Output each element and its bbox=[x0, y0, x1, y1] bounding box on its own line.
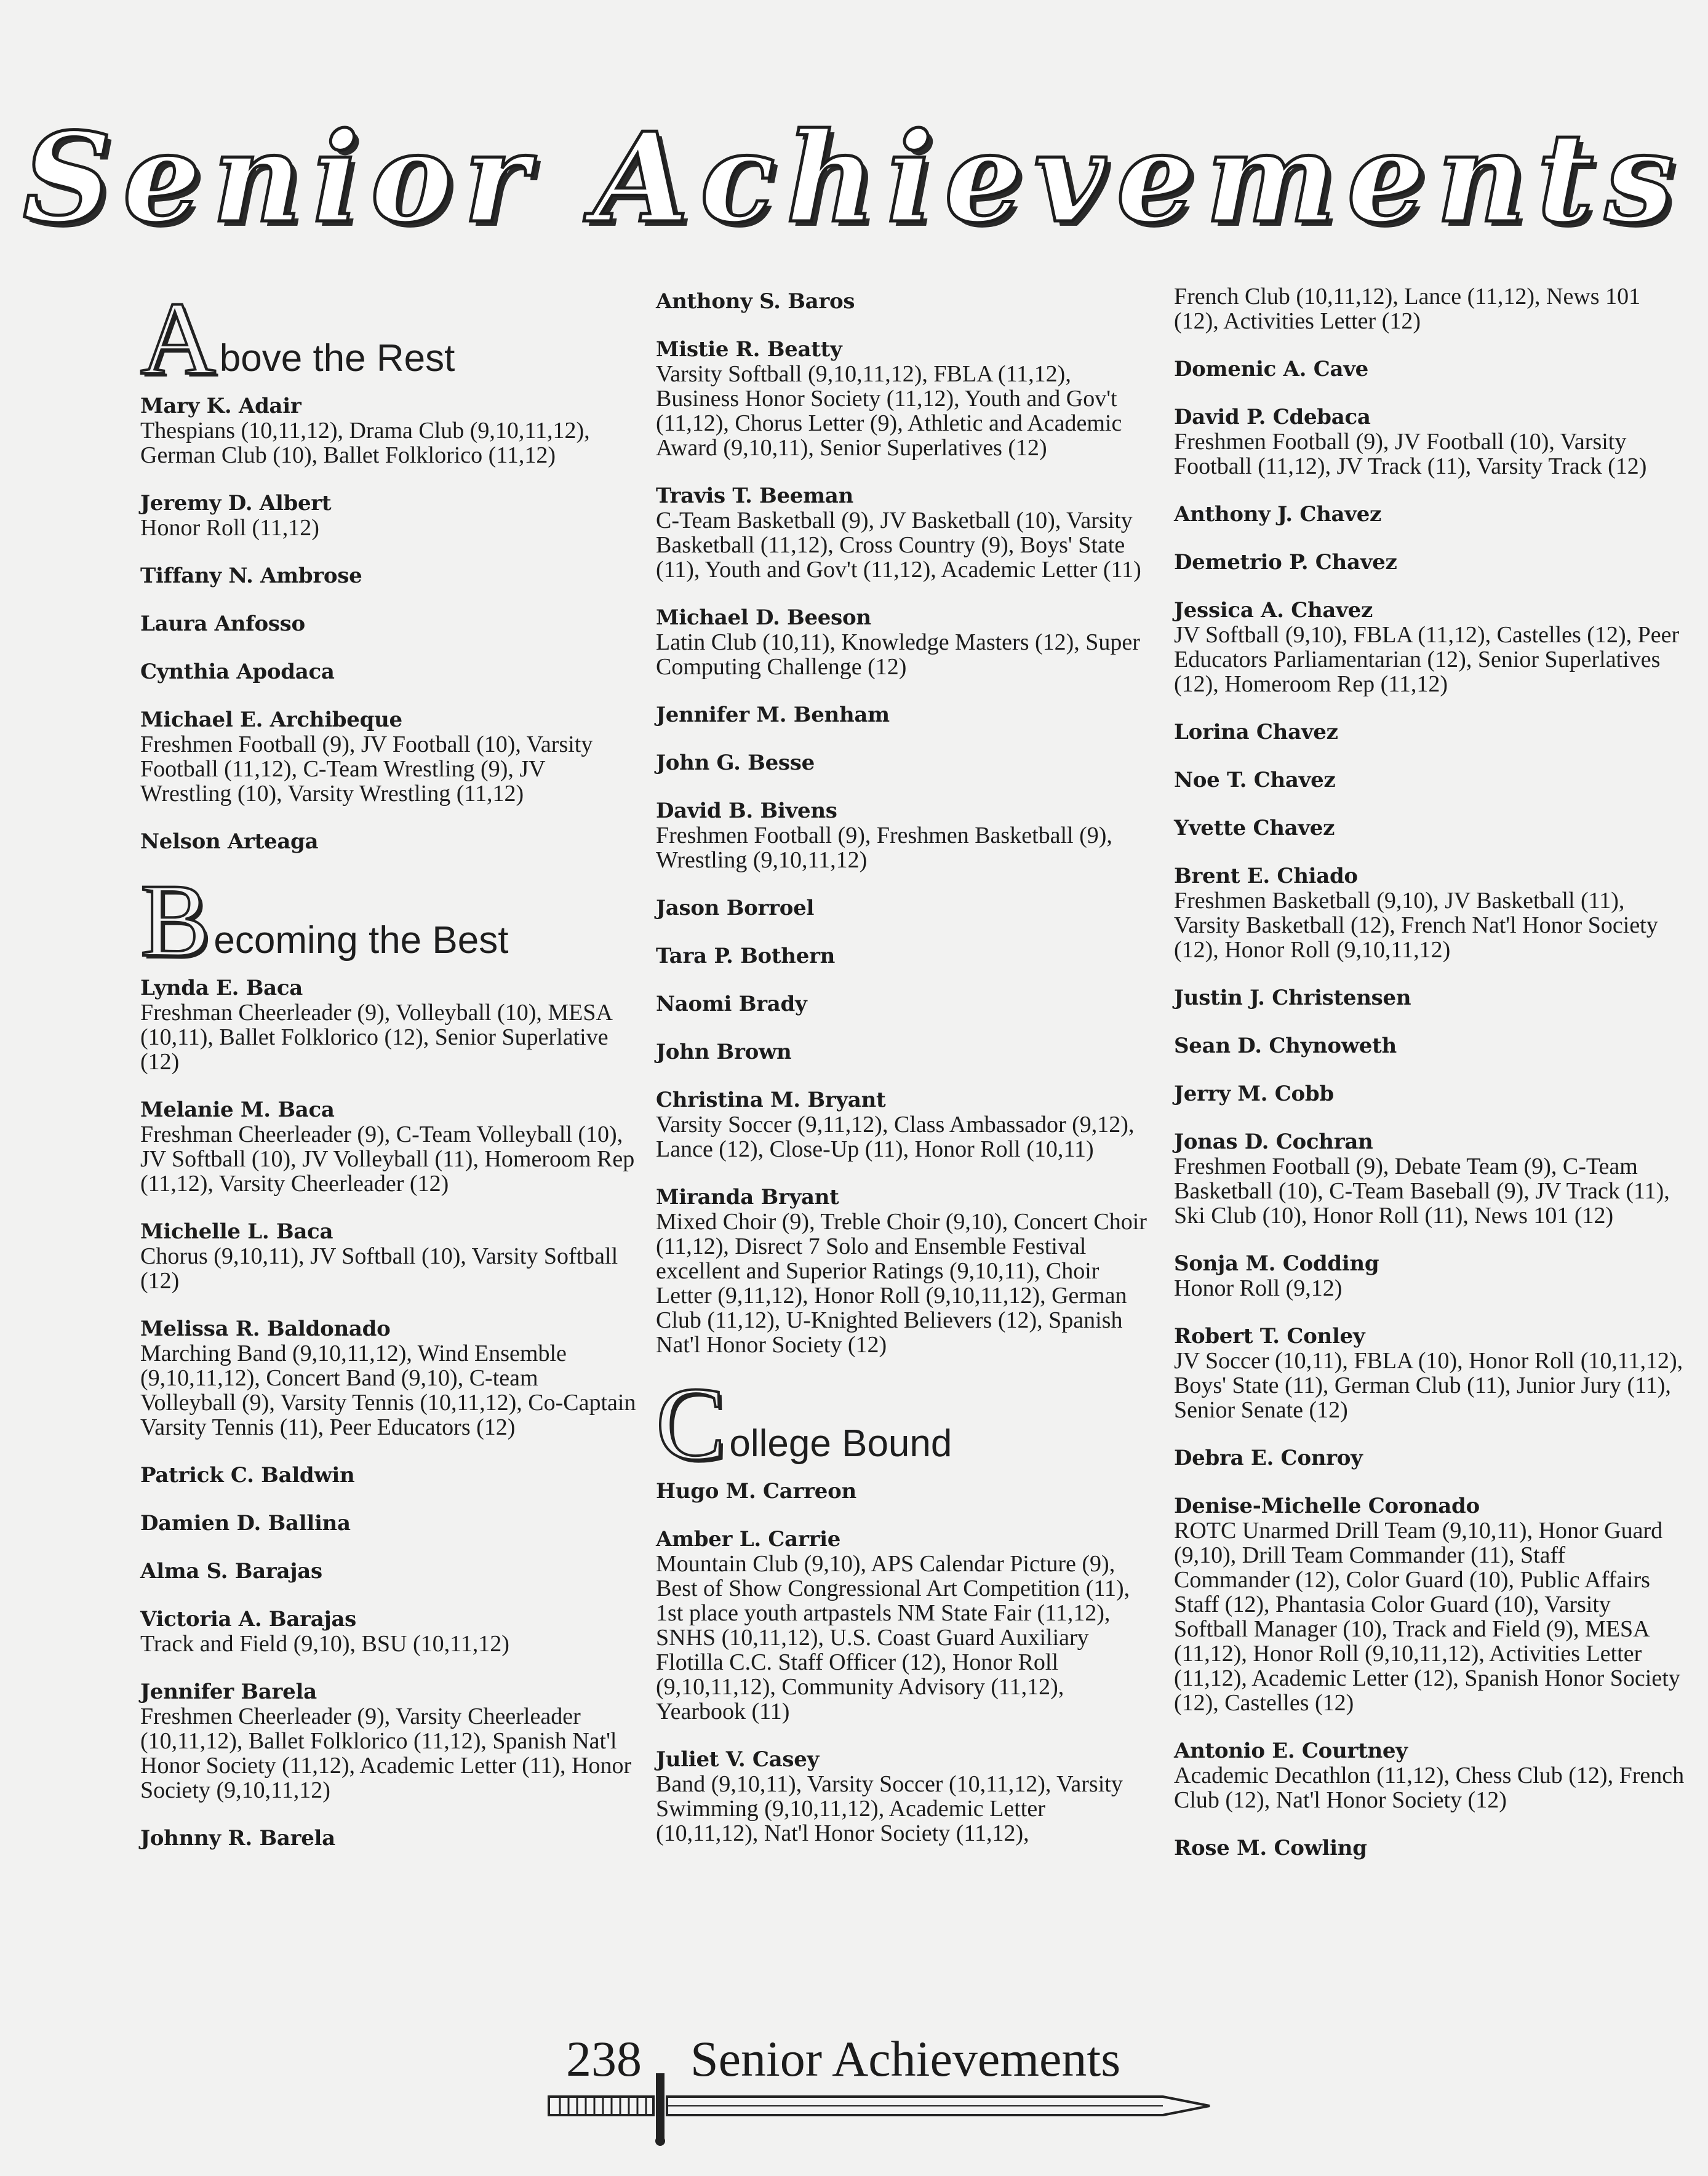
senior-name: Jonas D. Cochran bbox=[1174, 1130, 1373, 1154]
senior-name: David B. Bivens bbox=[656, 799, 837, 823]
senior-name: Laura Anfosso bbox=[140, 612, 305, 636]
senior-name: Travis T. Beeman bbox=[656, 484, 853, 508]
section-heading-text: ecoming the Best bbox=[214, 919, 509, 962]
senior-entry bbox=[140, 491, 639, 540]
senior-entry bbox=[140, 612, 639, 636]
senior-entry bbox=[140, 660, 639, 684]
senior-activities: Mountain Club (9,10), APS Calendar Picture (9), Best of Show Congressional Art Competition (11), 1st place youth artpastels NM State Fair (11,12), SNHS (10,11,12), U.S. Coast Guard Auxiliary Flotilla C.C. Staff Officer (12), Honor Roll (9,10,11,12), Community Advisory (11,12), Yearbook (11) bbox=[656, 1551, 1130, 1724]
senior-name: Melanie M. Baca bbox=[140, 1098, 335, 1122]
senior-entry bbox=[140, 707, 639, 806]
senior-entry bbox=[1174, 598, 1685, 696]
section-drop-cap: C bbox=[656, 1366, 726, 1481]
senior-name: Damien D. Ballina bbox=[140, 1511, 351, 1536]
senior-entry bbox=[1174, 357, 1685, 381]
senior-name: Jessica A. Chavez bbox=[1174, 598, 1373, 623]
senior-activities: Varsity Soccer (9,11,12), Class Ambassador (9,12), Lance (12), Close-Up (11), Honor Roll (10,11) bbox=[656, 1112, 1135, 1162]
senior-entry bbox=[140, 976, 639, 1074]
senior-name: Miranda Bryant bbox=[656, 1185, 839, 1210]
column-1 bbox=[140, 281, 639, 1874]
senior-name: Lynda E. Baca bbox=[140, 976, 303, 1000]
senior-entry bbox=[1174, 1082, 1685, 1106]
senior-entry bbox=[656, 337, 1148, 460]
senior-entry bbox=[140, 1463, 639, 1488]
senior-entry bbox=[1174, 1130, 1685, 1228]
senior-activities: Chorus (9,10,11), JV Softball (10), Varsity Softball (12) bbox=[140, 1243, 618, 1294]
senior-activities: Freshmen Basketball (9,10), JV Basketball (11), Varsity Basketball (12), French Nat'l Honor Society (12), Honor Roll (9,10,11,12) bbox=[1174, 888, 1658, 963]
senior-activities: Varsity Softball (9,10,11,12), FBLA (11,12), Business Honor Society (11,12), Youth and Gov't (11,12), Chorus Letter (9), Athletic and Academic Award (9,10,11), Senior Superlatives (12) bbox=[656, 361, 1122, 461]
senior-name: Robert T. Conley bbox=[1174, 1324, 1365, 1349]
senior-activities: Honor Roll (9,12) bbox=[1174, 1275, 1343, 1301]
senior-entry bbox=[1174, 502, 1685, 527]
senior-entry bbox=[140, 1826, 639, 1851]
senior-entry bbox=[656, 1479, 1148, 1504]
senior-entry bbox=[1174, 1494, 1685, 1715]
section-drop-cap: A bbox=[140, 281, 216, 396]
senior-entry bbox=[656, 1040, 1148, 1064]
senior-activities: C-Team Basketball (9), JV Basketball (10), Varsity Basketball (11,12), Cross Country (9), Boys' State (11), Youth and Gov't (11,12), Academic Letter (11) bbox=[656, 508, 1141, 583]
senior-entry bbox=[140, 829, 639, 854]
column-2 bbox=[656, 289, 1148, 1869]
section-heading-text: bove the Rest bbox=[219, 337, 455, 380]
senior-name: Jennifer M. Benham bbox=[656, 703, 890, 727]
senior-name: Cynthia Apodaca bbox=[140, 660, 335, 684]
senior-name: Amber L. Carrie bbox=[656, 1527, 841, 1552]
column-3 bbox=[1174, 284, 1685, 1884]
senior-entry bbox=[656, 751, 1148, 775]
senior-entry bbox=[1174, 816, 1685, 840]
senior-entry bbox=[656, 896, 1148, 920]
senior-name: Justin J. Christensen bbox=[1174, 986, 1411, 1010]
section-heading-text: ollege Bound bbox=[729, 1422, 952, 1465]
senior-name: Alma S. Barajas bbox=[140, 1559, 322, 1584]
senior-activities: Freshman Cheerleader (9), C-Team Volleyball (10), JV Softball (10), JV Volleyball (11), Homeroom Rep (11,12), Varsity Cheerleader (12) bbox=[140, 1122, 635, 1197]
senior-activities: Honor Roll (11,12) bbox=[140, 515, 319, 541]
senior-name: Jennifer Barela bbox=[140, 1680, 317, 1704]
senior-entry bbox=[140, 1559, 639, 1584]
senior-name: Michael E. Archibeque bbox=[140, 707, 402, 732]
senior-name: Nelson Arteaga bbox=[140, 829, 319, 854]
senior-name: David P. Cdebaca bbox=[1174, 405, 1371, 429]
senior-name: Demetrio P. Chavez bbox=[1174, 550, 1397, 575]
page-number: 238 bbox=[566, 2031, 642, 2087]
section-heading bbox=[656, 1366, 1148, 1481]
senior-name: Jason Borroel bbox=[656, 896, 815, 920]
senior-activities: Track and Field (9,10), BSU (10,11,12) bbox=[140, 1631, 509, 1657]
senior-name: Mistie R. Beatty bbox=[656, 337, 842, 362]
senior-name: Michael D. Beeson bbox=[656, 605, 871, 630]
senior-name: Jeremy D. Albert bbox=[140, 491, 332, 516]
page-footer bbox=[548, 2030, 1212, 2147]
senior-activities: Thespians (10,11,12), Drama Club (9,10,11,12), German Club (10), Ballet Folklorico (11,12) bbox=[140, 418, 590, 468]
senior-name: Anthony S. Baros bbox=[656, 289, 855, 314]
senior-name: Michelle L. Baca bbox=[140, 1219, 333, 1244]
senior-name: Melissa R. Baldonado bbox=[140, 1317, 391, 1341]
senior-entry bbox=[656, 992, 1148, 1016]
senior-entry bbox=[1174, 1836, 1685, 1860]
footer-title: Senior Achievements bbox=[690, 2031, 1121, 2087]
senior-activities: Freshman Cheerleader (9), Volleyball (10), MESA (10,11), Ballet Folklorico (12), Senior Superlative (12) bbox=[140, 1000, 612, 1075]
senior-entry bbox=[1174, 550, 1685, 575]
senior-name: Patrick C. Baldwin bbox=[140, 1463, 355, 1488]
senior-activities: Latin Club (10,11), Knowledge Masters (12), Super Computing Challenge (12) bbox=[656, 629, 1140, 680]
senior-name: Rose M. Cowling bbox=[1174, 1836, 1367, 1860]
senior-activities: Freshmen Football (9), Debate Team (9), C-Team Basketball (10), C-Team Baseball (9), JV Track (11), Ski Club (10), Honor Roll (11), News 101 (12) bbox=[1174, 1154, 1670, 1229]
senior-entry bbox=[140, 1219, 639, 1293]
senior-entry bbox=[1174, 1739, 1685, 1812]
senior-entry bbox=[140, 1098, 639, 1196]
senior-entry bbox=[1174, 768, 1685, 792]
senior-name: Jerry M. Cobb bbox=[1174, 1082, 1334, 1106]
senior-entry bbox=[140, 1511, 639, 1536]
senior-entry bbox=[1174, 986, 1685, 1010]
senior-entry bbox=[656, 484, 1148, 582]
senior-activities: Mixed Choir (9), Treble Choir (9,10), Concert Choir (11,12), Disrect 7 Solo and Ensemble Festival excellent and Superior Ratings (9,10,11), Choir Letter (9,11,12), Honor Roll (9,10,11,12), German Club (11,12), U-Knighted Believers (12), Spanish Nat'l Honor Society (12) bbox=[656, 1209, 1147, 1358]
senior-entry bbox=[656, 1527, 1148, 1724]
senior-entry bbox=[656, 1747, 1148, 1846]
senior-entry bbox=[140, 1607, 639, 1656]
section-heading bbox=[140, 281, 639, 396]
senior-name: Yvette Chavez bbox=[1174, 816, 1335, 840]
senior-entry bbox=[140, 1317, 639, 1440]
senior-name: Juliet V. Casey bbox=[656, 1747, 820, 1772]
senior-entry bbox=[656, 703, 1148, 727]
senior-name: Noe T. Chavez bbox=[1174, 768, 1336, 792]
senior-entry bbox=[140, 394, 639, 468]
senior-activities: Freshmen Football (9), JV Football (10), Varsity Football (11,12), C-Team Wrestling (9), JV Wrestling (10), Varsity Wrestling (11,12) bbox=[140, 731, 593, 807]
senior-name: Anthony J. Chavez bbox=[1174, 502, 1382, 527]
senior-name: Tiffany N. Ambrose bbox=[140, 564, 362, 588]
senior-name: Mary K. Adair bbox=[140, 394, 301, 418]
senior-name: Christina M. Bryant bbox=[656, 1088, 886, 1112]
senior-activities: Freshmen Cheerleader (9), Varsity Cheerleader (10,11,12), Ballet Folklorico (11,12), Spanish Nat'l Honor Society (11,12), Academic Letter (11), Honor Society (9,10,11,12) bbox=[140, 1704, 632, 1803]
senior-activities: ROTC Unarmed Drill Team (9,10,11), Honor Guard (9,10), Drill Team Commander (11), Staff Commander (12), Color Guard (10), Public Affairs Staff (12), Phantasia Color Guard (10), Varsity Softball Manager (10), Track and Field (9), MESA (11,12), Honor Roll (9,10,11,12), Activities Letter (11,12), Academic Letter (12), Spanish Honor Society (12), Castelles (12) bbox=[1174, 1518, 1680, 1716]
senior-activities: JV Softball (9,10), FBLA (11,12), Castelles (12), Peer Educators Parliamentarian (12), Senior Superlatives (12), Homeroom Rep (11,12) bbox=[1174, 622, 1680, 697]
senior-entry bbox=[656, 1185, 1148, 1357]
senior-entry bbox=[1174, 864, 1685, 962]
senior-activities: Freshmen Football (9), JV Football (10), Varsity Football (11,12), JV Track (11), Varsity Track (12) bbox=[1174, 429, 1647, 479]
section-drop-cap: B bbox=[140, 863, 210, 978]
senior-activities: Band (9,10,11), Varsity Soccer (10,11,12), Varsity Swimming (9,10,11,12), Academic Letter (10,11,12), Nat'l Honor Society (11,12), bbox=[656, 1771, 1123, 1846]
senior-entry bbox=[656, 1088, 1148, 1162]
senior-entry bbox=[1174, 1034, 1685, 1058]
continued-activities: French Club (10,11,12), Lance (11,12), News 101 (12), Activities Letter (12) bbox=[1174, 284, 1641, 334]
senior-entry bbox=[1174, 1251, 1685, 1301]
senior-entry bbox=[656, 289, 1148, 314]
page-title: Senior Achievements bbox=[23, 106, 1685, 250]
senior-name: Domenic A. Cave bbox=[1174, 357, 1368, 381]
senior-name: Antonio E. Courtney bbox=[1174, 1739, 1408, 1763]
senior-entry bbox=[1174, 1446, 1685, 1470]
senior-name: Hugo M. Carreon bbox=[656, 1479, 856, 1504]
senior-name: John Brown bbox=[656, 1040, 792, 1064]
senior-entry bbox=[140, 564, 639, 588]
senior-name: Debra E. Conroy bbox=[1174, 1446, 1363, 1470]
senior-entry bbox=[656, 944, 1148, 968]
senior-name: John G. Besse bbox=[656, 751, 815, 775]
senior-entry bbox=[1174, 720, 1685, 744]
senior-name: Sean D. Chynoweth bbox=[1174, 1034, 1397, 1058]
senior-name: Tara P. Bothern bbox=[656, 944, 836, 968]
senior-entry bbox=[1174, 405, 1685, 479]
senior-activities: Academic Decathlon (11,12), Chess Club (12), French Club (12), Nat'l Honor Society (12) bbox=[1174, 1763, 1685, 1813]
senior-name: Victoria A. Barajas bbox=[140, 1607, 357, 1632]
section-heading bbox=[140, 863, 639, 978]
senior-activities: Marching Band (9,10,11,12), Wind Ensemble (9,10,11,12), Concert Band (9,10), C-team Volleyball (9), Varsity Tennis (10,11,12), Co-Captain Varsity Tennis (11), Peer Educators (12) bbox=[140, 1341, 636, 1440]
senior-entry bbox=[656, 605, 1148, 679]
senior-name: Naomi Brady bbox=[656, 992, 807, 1016]
senior-name: Johnny R. Barela bbox=[140, 1826, 335, 1851]
senior-entry bbox=[656, 799, 1148, 872]
senior-name: Brent E. Chiado bbox=[1174, 864, 1358, 888]
senior-name: Denise-Michelle Coronado bbox=[1174, 1494, 1480, 1518]
senior-name: Lorina Chavez bbox=[1174, 720, 1338, 744]
senior-activities: Freshmen Football (9), Freshmen Basketball (9), Wrestling (9,10,11,12) bbox=[656, 823, 1112, 873]
senior-name: Sonja M. Codding bbox=[1174, 1251, 1379, 1276]
senior-activities: JV Soccer (10,11), FBLA (10), Honor Roll (10,11,12), Boys' State (11), German Club (11), Junior Jury (11), Senior Senate (12) bbox=[1174, 1348, 1683, 1423]
senior-entry bbox=[1174, 1324, 1685, 1422]
senior-entry bbox=[140, 1680, 639, 1803]
